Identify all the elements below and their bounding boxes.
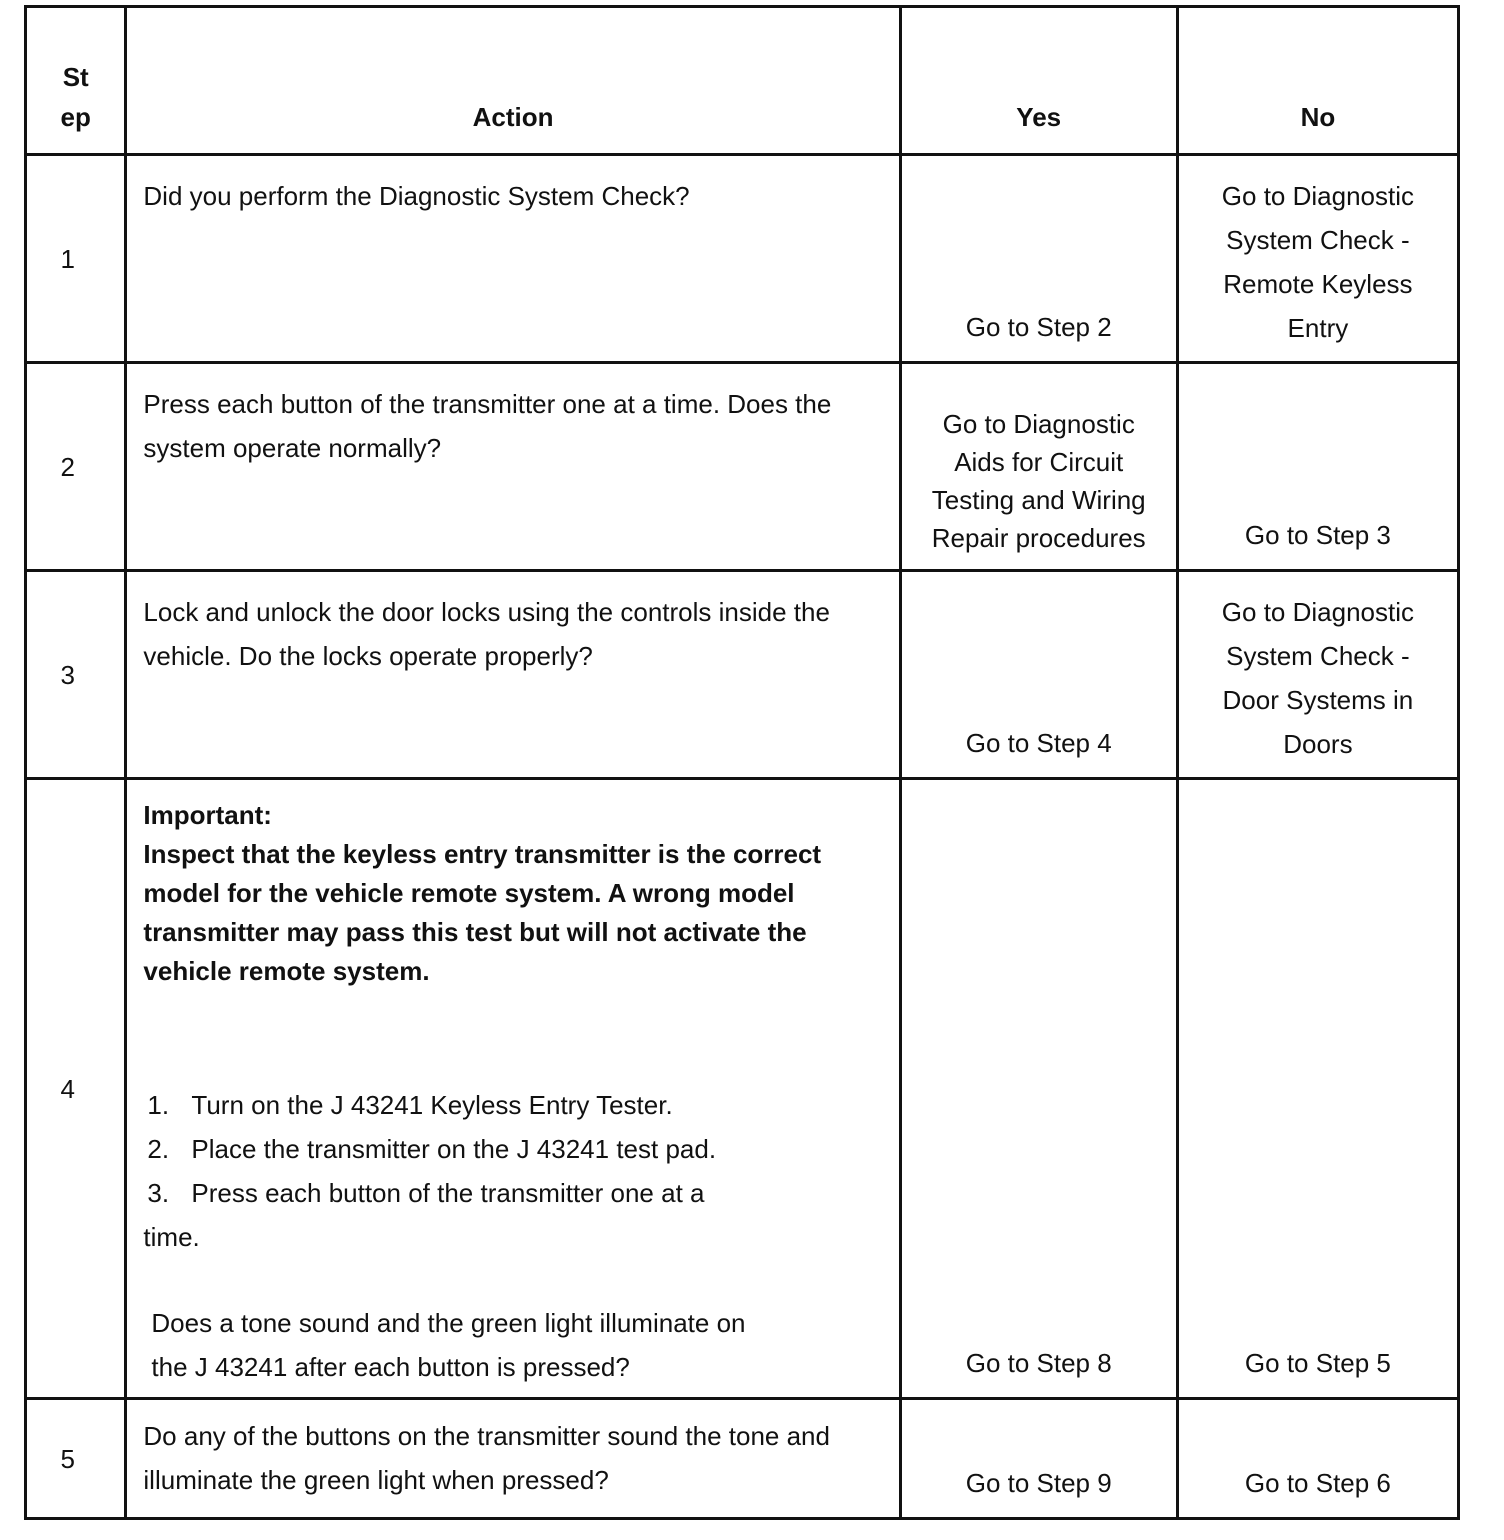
- table-row: [26, 363, 1459, 571]
- header-row: [26, 7, 1459, 155]
- table-row: [26, 779, 1459, 1399]
- substep-text: Turn on the J 43241 Keyless Entry Tester.: [191, 1090, 673, 1120]
- table-row: [26, 1399, 1459, 1519]
- header-no: No: [1177, 7, 1458, 155]
- step-number-text: 2: [60, 451, 75, 482]
- no-cell: Go to Diagnostic System Check - Remote Keyless Entry: [1177, 155, 1458, 363]
- header-action: Action: [126, 7, 900, 155]
- header-step: St ep: [26, 7, 126, 155]
- step-number-text: 5: [60, 1443, 75, 1474]
- substep-number: 1.: [147, 1090, 170, 1120]
- table-row: [26, 155, 1459, 363]
- step-number-text: 1: [60, 243, 75, 274]
- action-cell: Press each button of the transmitter one at a time. Does the system operate normally?: [126, 363, 900, 571]
- diagnostic-table: [24, 5, 1460, 1520]
- yes-cell: Go to Step 8: [900, 779, 1177, 1399]
- action-cell: [126, 779, 900, 1399]
- substep-list: [143, 1083, 858, 1259]
- important-title: Important:: [143, 800, 272, 830]
- yes-cell: Go to Step 9: [900, 1399, 1177, 1519]
- substep-number: 3.: [147, 1178, 170, 1208]
- substep-text: Place the transmitter on the J 43241 test pad.: [191, 1134, 717, 1164]
- step-number-text: 4: [60, 1073, 75, 1104]
- step-number: [26, 571, 126, 779]
- action-cell: Do any of the buttons on the transmitter sound the tone and illuminate the green light when pressed?: [126, 1399, 900, 1519]
- step-number-text: 3: [60, 659, 75, 690]
- yes-cell: Go to Step 4: [900, 571, 1177, 779]
- no-cell: Go to Step 3: [1177, 363, 1458, 571]
- list-item: [143, 1171, 858, 1259]
- yes-cell: Go to Step 2: [900, 155, 1177, 363]
- step-number: [26, 1399, 126, 1519]
- substep-text: Press each button of the transmitter one at a time.: [143, 1178, 705, 1252]
- action-cell: Did you perform the Diagnostic System Check?: [126, 155, 900, 363]
- list-item: [143, 1127, 858, 1171]
- step-number: [26, 363, 126, 571]
- header-yes: Yes: [900, 7, 1177, 155]
- step-number: [26, 155, 126, 363]
- no-cell: Go to Diagnostic System Check - Door Systems in Doors: [1177, 571, 1458, 779]
- no-cell: Go to Step 6: [1177, 1399, 1458, 1519]
- list-item: [143, 1083, 858, 1127]
- no-cell: Go to Step 5: [1177, 779, 1458, 1399]
- action-cell: Lock and unlock the door locks using the controls inside the vehicle. Do the locks operate properly?: [126, 571, 900, 779]
- table-row: [26, 571, 1459, 779]
- question-text: Does a tone sound and the green light illuminate on the J 43241 after each button is pressed?: [151, 1308, 746, 1382]
- important-note: Inspect that the keyless entry transmitter is the correct model for the vehicle remote system. A wrong model transmitter may pass this test but will not activate the vehicle remote system.: [143, 839, 822, 986]
- step-number: [26, 779, 126, 1399]
- yes-cell: Go to Diagnostic Aids for Circuit Testing and Wiring Repair procedures: [900, 363, 1177, 571]
- substep-number: 2.: [147, 1134, 170, 1164]
